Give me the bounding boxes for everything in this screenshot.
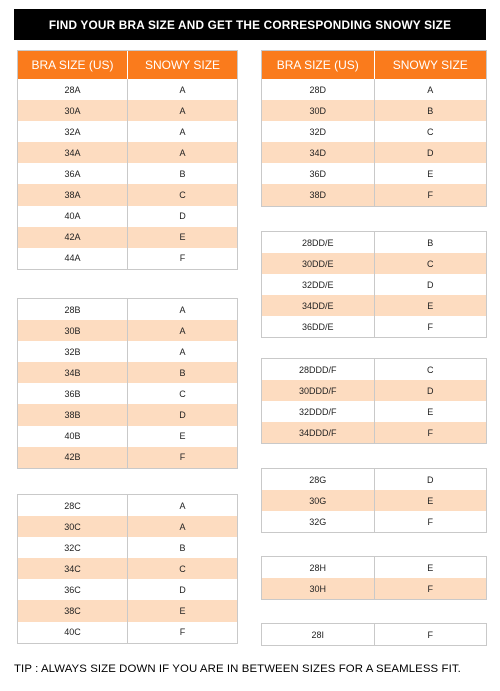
table-row bbox=[262, 578, 486, 599]
snowy-size-cell: F bbox=[427, 321, 433, 332]
table-row bbox=[18, 121, 237, 142]
table-row bbox=[18, 516, 237, 537]
bra-size-cell: 36B bbox=[18, 383, 128, 404]
bra-size-cell: 42A bbox=[18, 227, 128, 248]
bra-size-cell: 32B bbox=[18, 341, 128, 362]
snowy-size-cell: C bbox=[427, 258, 434, 269]
bra-size-cell: 30D bbox=[262, 100, 375, 121]
snowy-size-cell: D bbox=[427, 385, 434, 396]
bra-size-header: BRA SIZE (US) bbox=[262, 51, 375, 79]
table-row bbox=[18, 227, 237, 248]
bra-size-cell: 40A bbox=[18, 206, 128, 227]
snowy-size-cell: F bbox=[427, 583, 433, 594]
snowy-size-cell: A bbox=[179, 346, 186, 357]
table-row bbox=[18, 320, 237, 341]
size-table-b bbox=[17, 298, 238, 469]
bra-size-cell: 32DD/E bbox=[262, 274, 375, 295]
snowy-size-cell: C bbox=[427, 364, 434, 375]
table-row bbox=[18, 206, 237, 227]
table-row bbox=[18, 142, 237, 163]
table-header bbox=[262, 51, 486, 79]
bra-size-cell: 34DDD/F bbox=[262, 422, 375, 443]
bra-size-cell: 30C bbox=[18, 516, 128, 537]
snowy-size-cell: C bbox=[179, 190, 186, 201]
table-row bbox=[18, 404, 237, 425]
table-row bbox=[262, 557, 486, 578]
snowy-size-cell: E bbox=[427, 406, 434, 417]
table-row bbox=[262, 359, 486, 380]
snowy-size-cell: A bbox=[179, 304, 186, 315]
bra-size-cell: 30H bbox=[262, 578, 375, 599]
table-row bbox=[18, 537, 237, 558]
table-row bbox=[262, 121, 486, 142]
table-row bbox=[262, 511, 486, 532]
tip-text: TIP : ALWAYS SIZE DOWN IF YOU ARE IN BETWEEN SIZES FOR A SEAMLESS FIT. bbox=[14, 663, 461, 675]
snowy-size-cell: D bbox=[427, 474, 434, 485]
table-row bbox=[18, 299, 237, 320]
table-row bbox=[18, 383, 237, 404]
bra-size-cell: 28C bbox=[18, 495, 128, 516]
bra-size-cell: 30G bbox=[262, 490, 375, 511]
bra-size-cell: 40B bbox=[18, 426, 128, 447]
bra-size-cell: 28DD/E bbox=[262, 232, 375, 253]
snowy-size-cell: F bbox=[427, 190, 433, 201]
snowy-size-cell: E bbox=[427, 168, 434, 179]
bra-size-cell: 28I bbox=[262, 624, 375, 645]
table-row bbox=[18, 579, 237, 600]
bra-size-cell: 32A bbox=[18, 121, 128, 142]
snowy-size-cell: A bbox=[179, 84, 186, 95]
table-row bbox=[262, 142, 486, 163]
size-table-h bbox=[261, 556, 487, 600]
snowy-size-cell: B bbox=[427, 105, 434, 116]
snowy-size-cell: D bbox=[179, 410, 186, 421]
snowy-size-cell: E bbox=[179, 606, 186, 617]
bra-size-cell: 28G bbox=[262, 469, 375, 490]
snowy-size-cell: B bbox=[179, 367, 186, 378]
table-row bbox=[18, 163, 237, 184]
table-row bbox=[18, 100, 237, 121]
table-row bbox=[18, 184, 237, 205]
bra-size-cell: 34DD/E bbox=[262, 295, 375, 316]
snowy-size-cell: F bbox=[427, 629, 433, 640]
table-row bbox=[18, 362, 237, 383]
bra-size-cell: 28B bbox=[18, 299, 128, 320]
bra-size-cell: 32DDD/F bbox=[262, 401, 375, 422]
bra-size-cell: 34C bbox=[18, 558, 128, 579]
bra-size-header: BRA SIZE (US) bbox=[18, 51, 128, 79]
snowy-size-cell: A bbox=[179, 500, 186, 511]
bra-size-cell: 36D bbox=[262, 163, 375, 184]
size-table-i bbox=[261, 623, 487, 646]
table-row bbox=[18, 341, 237, 362]
table-row bbox=[18, 248, 237, 269]
snowy-size-cell: B bbox=[179, 168, 186, 179]
table-row bbox=[18, 447, 237, 468]
bra-size-cell: 30DD/E bbox=[262, 253, 375, 274]
snowy-size-cell: C bbox=[179, 388, 186, 399]
snowy-size-cell: A bbox=[179, 105, 186, 116]
table-row bbox=[18, 79, 237, 100]
snowy-size-cell: F bbox=[179, 253, 186, 264]
bra-size-cell: 34B bbox=[18, 362, 128, 383]
table-row bbox=[18, 426, 237, 447]
table-row bbox=[262, 401, 486, 422]
snowy-size-cell: A bbox=[179, 521, 186, 532]
table-row bbox=[18, 600, 237, 621]
table-row bbox=[262, 163, 486, 184]
bra-size-cell: 36A bbox=[18, 163, 128, 184]
snowy-size-cell: D bbox=[427, 147, 434, 158]
snowy-size-cell: B bbox=[179, 542, 186, 553]
snowy-size-cell: E bbox=[427, 300, 434, 311]
bra-size-cell: 32D bbox=[262, 121, 375, 142]
snowy-size-cell: F bbox=[179, 452, 186, 463]
table-row bbox=[18, 558, 237, 579]
bra-size-cell: 42B bbox=[18, 447, 128, 468]
snowy-size-cell: F bbox=[179, 627, 186, 638]
snowy-size-cell: D bbox=[179, 584, 186, 595]
size-table-dd bbox=[261, 231, 487, 338]
table-row bbox=[262, 79, 486, 100]
snowy-size-cell: F bbox=[427, 516, 433, 527]
snowy-size-header: SNOWY SIZE bbox=[144, 58, 221, 72]
bra-size-cell: 28D bbox=[262, 79, 375, 100]
bra-size-cell: 40C bbox=[18, 622, 128, 643]
table-row bbox=[262, 274, 486, 295]
snowy-size-cell: C bbox=[179, 563, 186, 574]
bra-size-cell: 28DDD/F bbox=[262, 359, 375, 380]
bra-size-cell: 32G bbox=[262, 511, 375, 532]
size-table-g bbox=[261, 468, 487, 533]
bra-size-cell: 38B bbox=[18, 404, 128, 425]
bra-size-cell: 28A bbox=[18, 79, 128, 100]
table-row bbox=[18, 622, 237, 643]
table-row bbox=[262, 100, 486, 121]
table-row bbox=[18, 495, 237, 516]
snowy-size-cell: C bbox=[427, 126, 434, 137]
snowy-size-cell: A bbox=[427, 84, 434, 95]
snowy-size-cell: A bbox=[179, 147, 186, 158]
snowy-size-cell: D bbox=[179, 211, 186, 222]
snowy-size-cell: E bbox=[179, 232, 186, 243]
bra-size-cell: 44A bbox=[18, 248, 128, 269]
snowy-size-cell: A bbox=[179, 126, 186, 137]
snowy-size-cell: E bbox=[427, 562, 434, 573]
table-row bbox=[262, 232, 486, 253]
table-row bbox=[262, 295, 486, 316]
bra-size-cell: 34A bbox=[18, 142, 128, 163]
snowy-size-cell: A bbox=[179, 325, 186, 336]
snowy-size-cell: B bbox=[427, 237, 434, 248]
bra-size-cell: 38A bbox=[18, 184, 128, 205]
bra-size-cell: 38D bbox=[262, 184, 375, 205]
table-row bbox=[262, 380, 486, 401]
table-row bbox=[262, 253, 486, 274]
table-row bbox=[262, 624, 486, 645]
table-row bbox=[262, 316, 486, 337]
bra-size-cell: 30A bbox=[18, 100, 128, 121]
table-row bbox=[262, 422, 486, 443]
bra-size-cell: 30DDD/F bbox=[262, 380, 375, 401]
table-row bbox=[262, 184, 486, 205]
snowy-size-cell: E bbox=[427, 495, 434, 506]
bra-size-cell: 34D bbox=[262, 142, 375, 163]
bra-size-cell: 38C bbox=[18, 600, 128, 621]
size-table-a bbox=[17, 50, 238, 270]
bra-size-cell: 36DD/E bbox=[262, 316, 375, 337]
table-row bbox=[262, 490, 486, 511]
bra-size-cell: 28H bbox=[262, 557, 375, 578]
size-table-d bbox=[261, 50, 487, 207]
page-title: FIND YOUR BRA SIZE AND GET THE CORRESPONDING SNOWY SIZE bbox=[14, 9, 486, 40]
bra-size-cell: 32C bbox=[18, 537, 128, 558]
table-row bbox=[262, 469, 486, 490]
snowy-size-header: SNOWY SIZE bbox=[392, 58, 468, 72]
snowy-size-cell: F bbox=[427, 427, 433, 438]
table-header bbox=[18, 51, 237, 79]
bra-size-cell: 30B bbox=[18, 320, 128, 341]
size-table-ddd bbox=[261, 358, 487, 444]
bra-size-cell: 36C bbox=[18, 579, 128, 600]
snowy-size-cell: D bbox=[427, 279, 434, 290]
size-table-c bbox=[17, 494, 238, 644]
snowy-size-cell: E bbox=[179, 431, 186, 442]
